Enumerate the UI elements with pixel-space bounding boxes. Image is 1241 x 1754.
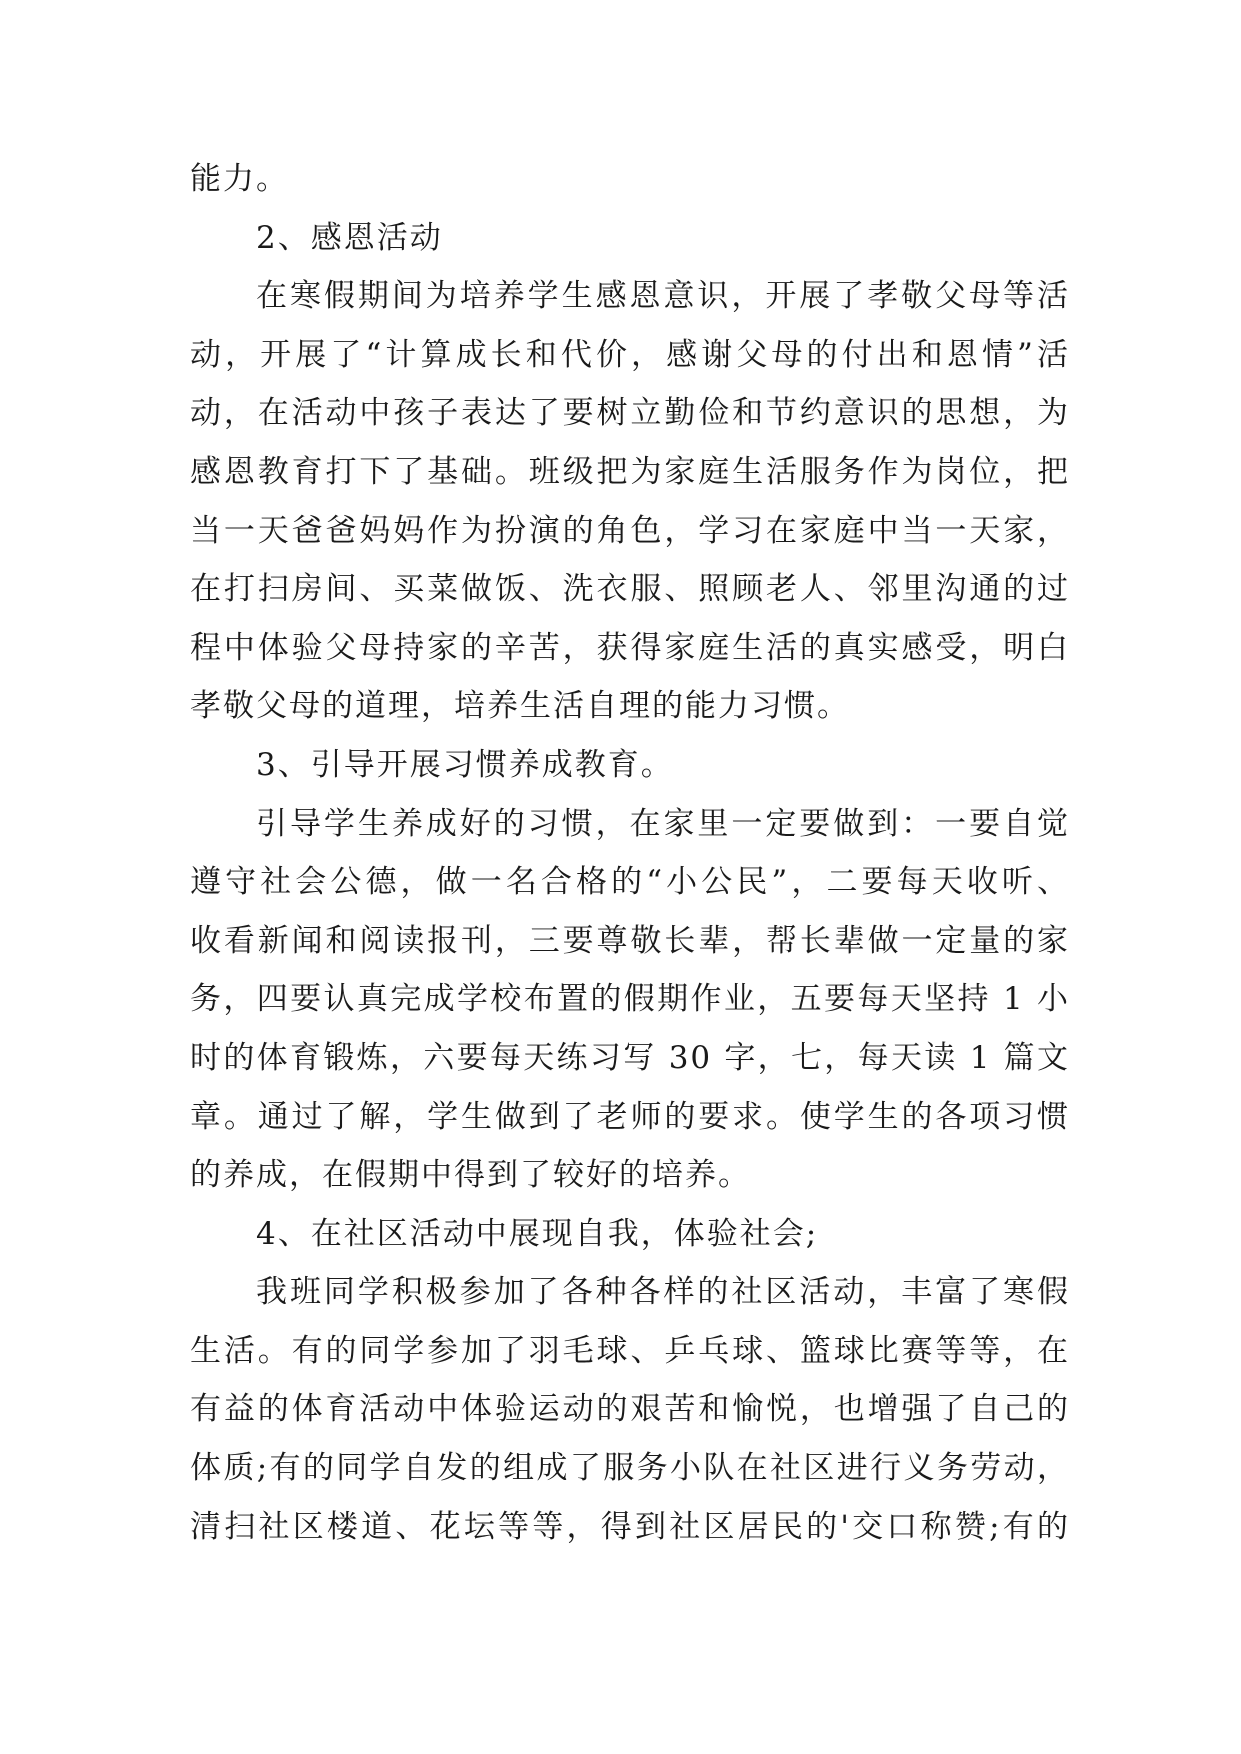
text-line: 生活。有的同学参加了羽毛球、乒乓球、篮球比赛等等，在 (190, 1332, 1070, 1369)
text-line: 在寒假期间为培养学生感恩意识，开展了孝敬父母等活 (256, 278, 1070, 315)
text-line: 收看新闻和阅读报刊，三要尊敬长辈，帮长辈做一定量的家 (190, 922, 1070, 959)
text-line: 动，开展了“计算成长和代价，感谢父母的付出和恩情”活 (190, 336, 1070, 373)
text-line: 当一天爸爸妈妈作为扮演的角色，学习在家庭中当一天家， (190, 512, 1070, 549)
text-line: 遵守社会公德，做一名合格的“小公民”，二要每天收听、 (190, 864, 1070, 901)
text-line: 清扫社区楼道、花坛等等，得到社区居民的'交口称赞;有的 (190, 1508, 1070, 1545)
text-line: 能力。 (190, 161, 289, 197)
text-line: 4、在社区活动中展现自我，体验社会; (256, 1215, 819, 1252)
text-line: 我班同学积极参加了各种各样的社区活动，丰富了寒假 (256, 1274, 1070, 1311)
text-line: 动，在活动中孩子表达了要树立勤俭和节约意识的思想，为 (190, 395, 1070, 432)
text-line: 引导学生养成好的习惯，在家里一定要做到：一要自觉 (256, 805, 1070, 842)
text-line: 3、引导开展习惯养成教育。 (256, 746, 674, 783)
text-line: 体质;有的同学自发的组成了服务小队在社区进行义务劳动， (190, 1450, 1070, 1487)
text-line: 2、感恩活动 (256, 219, 443, 256)
text-line: 程中体验父母持家的辛苦，获得家庭生活的真实感受，明白 (190, 629, 1070, 666)
text-line: 的养成，在假期中得到了较好的培养。 (190, 1157, 751, 1194)
text-line: 感恩教育打下了基础。班级把为家庭生活服务作为岗位，把 (190, 453, 1070, 490)
text-line: 有益的体育活动中体验运动的艰苦和愉悦，也增强了自己的 (190, 1391, 1070, 1428)
text-line: 孝敬父母的道理，培养生活自理的能力习惯。 (190, 688, 850, 725)
text-line: 时的体育锻炼，六要每天练习写 30 字，七，每天读 1 篇文 (190, 1039, 1070, 1076)
document-body (190, 150, 1070, 1556)
text-line: 在打扫房间、买菜做饭、洗衣服、照顾老人、邻里沟通的过 (190, 571, 1070, 608)
text-line: 章。通过了解，学生做到了老师的要求。使学生的各项习惯 (190, 1098, 1070, 1135)
text-line: 务，四要认真完成学校布置的假期作业，五要每天坚持 1 小 (190, 981, 1070, 1018)
